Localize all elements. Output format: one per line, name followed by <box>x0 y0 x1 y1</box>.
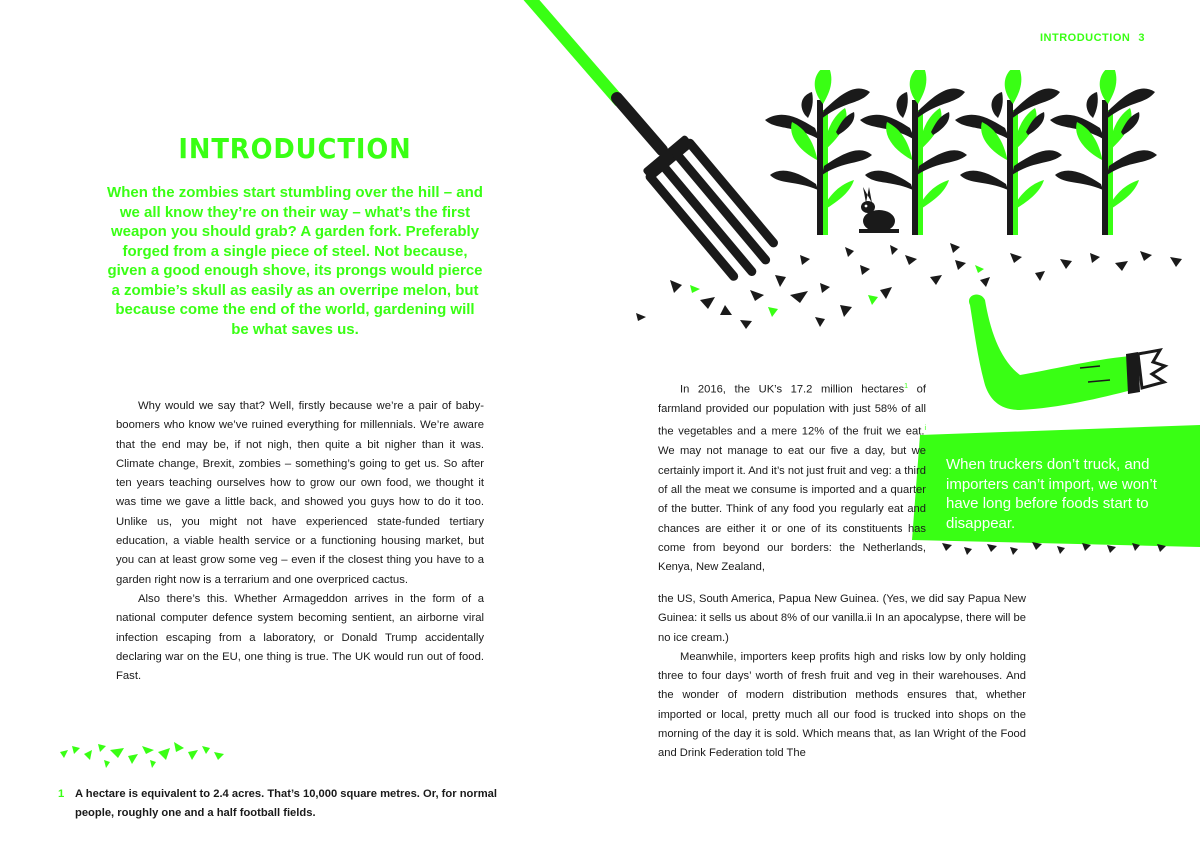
body-paragraph: Meanwhile, importers keep profits high and risks low by only holding three to four days’ worth of fresh fruit and veg in their warehouses. And the wonder of modern distribution methods ensures that, whether imported or local, pretty much all our food is trucked into shops on the morning of the day it is sold. Which means that, as Ian Wright of the Food and Drink Federation told The <box>658 650 1026 760</box>
body-paragraph: Why would we say that? Well, firstly because we’re a pair of baby-boomers who know we’ve ruined everything for millennials. We’re aware that the end may be, if not nigh, then quite a bit nigher than it was. Climate change, Brexit, zombies – something’s going to get us. So after ten years teaching ourselves how to grow our own food, we thought it was time we gave a little back, and showed you guys how to do it too. Unlike us, you might not have experienced state-funded tertiary education, a viable health service or a functioning housing market, but you can at least grow some veg – even if the closest thing you have to a garden right now is a terrarium and one overpriced cactus. <box>116 400 484 586</box>
body-text: of farmland provided our population with just 58% of all the vegetables and a mere 12% of the fruit we eat. <box>658 383 926 439</box>
body-column-right-bottom <box>658 590 1026 764</box>
body-text: In 2016, the UK’s 17.2 million hectares <box>680 383 905 396</box>
running-header <box>1040 32 1145 44</box>
body-text: We may not manage to eat our five a day, but we certainly import it. And it’s not just fruit and veg: a third of all the meat we consume is imported and a quarter of the butter. Think of any food you regularly eat and chances are either it or one of its constituents has come from beyond our borders: the Netherlands, Kenya, New Zealand, <box>658 445 926 574</box>
pullquote: When truckers don’t truck, and importers can’t import, we won’t have long before foods start to disappear. <box>946 456 1157 532</box>
body-paragraph: the US, South America, Papua New Guinea. (Yes, we did say Papua New Guinea: it sells us about 8% of our vanilla.ii In an apocalypse, there will be no ice cream.) <box>658 593 1026 644</box>
page-title: INTRODUCTION <box>178 132 412 165</box>
rabbit-icon <box>855 185 903 235</box>
footnote-text: A hectare is equivalent to 2.4 acres. That’s 10,000 square metres. Or, for normal people, roughly one and a half football fields. <box>75 788 497 819</box>
vegetable-plants-illustration <box>765 70 1165 240</box>
endnote-ref[interactable]: i <box>924 425 926 433</box>
body-column-right-top <box>658 377 926 577</box>
body-column-left <box>116 397 484 686</box>
footnote-divider <box>58 738 228 770</box>
body-paragraph: Also there’s this. Whether Armageddon arrives in the form of a national computer defence system becoming sentient, an airborne viral infection escaping from a laboratory, or Donald Trump accidentally declaring war on the EU, one thing is true. The UK would run out of food. Fast. <box>116 592 484 683</box>
zombie-foot-icon <box>960 290 1180 420</box>
footnote <box>58 785 498 823</box>
page-number: 3 <box>1138 32 1145 44</box>
footnote-ref[interactable]: 1 <box>904 383 909 390</box>
lead-paragraph: When the zombies start stumbling over the hill – and we all know they’re on their way – what’s the first weapon you should grab? A garden fork. Preferably forged from a single piece of steel. Not because, given a good enough shove, its prongs would pierce a zombie’s skull as easily as an overripe melon, but because come the end of the world, gardening will be what saves us. <box>107 184 483 338</box>
body-paragraph <box>658 377 926 577</box>
footnote-number: 1 <box>58 788 65 800</box>
running-header-section: INTRODUCTION <box>1040 32 1131 44</box>
